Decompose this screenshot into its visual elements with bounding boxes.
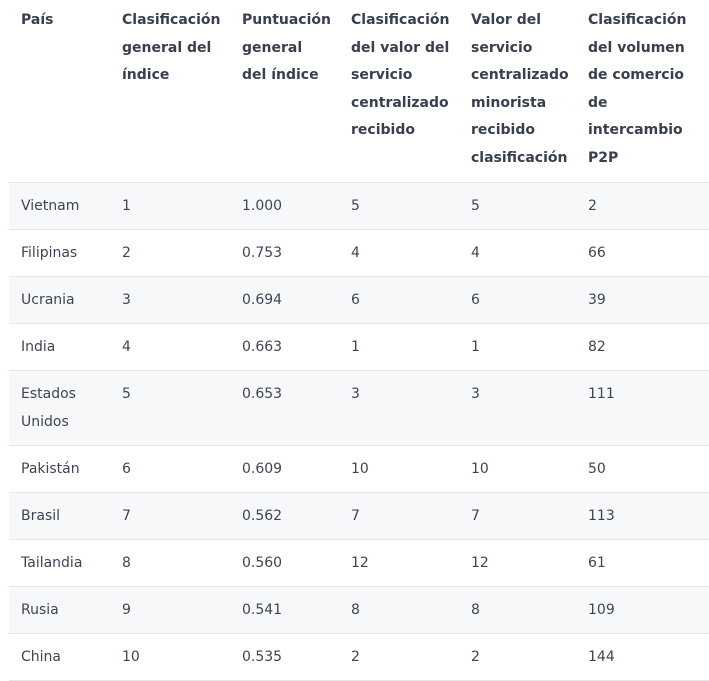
cell-country: Ucrania xyxy=(9,277,110,324)
cell-country: Estados Unidos xyxy=(9,371,110,446)
cell-p2p-volume-rank: 111 xyxy=(576,371,709,446)
table-row xyxy=(9,183,709,230)
table-row xyxy=(9,634,709,681)
cell-country: India xyxy=(9,324,110,371)
header-p2p-volume-rank: Clasificación del volumen de comercio de intercambio P2P xyxy=(588,12,687,166)
cell-country: China xyxy=(9,634,110,681)
cell-p2p-volume-rank: 39 xyxy=(576,277,709,324)
cell-overall-score: 0.535 xyxy=(230,634,339,681)
cell-overall-score: 0.663 xyxy=(230,324,339,371)
cell-overall-score: 1.000 xyxy=(230,183,339,230)
cell-overall-score: 0.609 xyxy=(230,446,339,493)
cell-centralized-value-rank: 4 xyxy=(339,230,459,277)
cell-retail-centralized-value-rank: 5 xyxy=(459,183,576,230)
cell-centralized-value-rank: 2 xyxy=(339,634,459,681)
table-row xyxy=(9,324,709,371)
cell-retail-centralized-value-rank: 7 xyxy=(459,493,576,540)
cell-overall-score: 0.562 xyxy=(230,493,339,540)
cell-country: Pakistán xyxy=(9,446,110,493)
cell-overall-score: 0.541 xyxy=(230,587,339,634)
cell-centralized-value-rank: 7 xyxy=(339,493,459,540)
cell-retail-centralized-value-rank: 4 xyxy=(459,230,576,277)
cell-country: Rusia xyxy=(9,587,110,634)
cell-overall-rank: 5 xyxy=(110,371,230,446)
table-row xyxy=(9,230,709,277)
cell-overall-rank: 8 xyxy=(110,540,230,587)
cell-retail-centralized-value-rank: 6 xyxy=(459,277,576,324)
cell-centralized-value-rank: 5 xyxy=(339,183,459,230)
cell-centralized-value-rank: 12 xyxy=(339,540,459,587)
cell-retail-centralized-value-rank: 2 xyxy=(459,634,576,681)
cell-p2p-volume-rank: 2 xyxy=(576,183,709,230)
cell-country: Vietnam xyxy=(9,183,110,230)
header-overall-score: Puntuación general del índice xyxy=(242,12,331,83)
table-row xyxy=(9,371,709,446)
cell-overall-score: 0.753 xyxy=(230,230,339,277)
cell-retail-centralized-value-rank: 1 xyxy=(459,324,576,371)
cell-retail-centralized-value-rank: 8 xyxy=(459,587,576,634)
cell-p2p-volume-rank: 50 xyxy=(576,446,709,493)
cell-overall-score: 0.653 xyxy=(230,371,339,446)
cell-country: Brasil xyxy=(9,493,110,540)
cell-overall-rank: 1 xyxy=(110,183,230,230)
header-retail-centralized-value-rank: Valor del servicio centralizado minorista recibido clasificación xyxy=(471,12,569,166)
cell-p2p-volume-rank: 144 xyxy=(576,634,709,681)
cell-p2p-volume-rank: 82 xyxy=(576,324,709,371)
cell-p2p-volume-rank: 61 xyxy=(576,540,709,587)
cell-overall-rank: 10 xyxy=(110,634,230,681)
table-row xyxy=(9,493,709,540)
cell-centralized-value-rank: 1 xyxy=(339,324,459,371)
cell-p2p-volume-rank: 113 xyxy=(576,493,709,540)
cell-overall-rank: 6 xyxy=(110,446,230,493)
header-row xyxy=(9,0,709,183)
cell-overall-rank: 2 xyxy=(110,230,230,277)
cell-country: Filipinas xyxy=(9,230,110,277)
table-row xyxy=(9,540,709,587)
cell-overall-score: 0.560 xyxy=(230,540,339,587)
header-centralized-value-rank: Clasificación del valor del servicio centralizado recibido xyxy=(351,12,450,138)
header-overall-rank: Clasificación general del índice xyxy=(122,12,221,83)
cell-p2p-volume-rank: 66 xyxy=(576,230,709,277)
cell-retail-centralized-value-rank: 10 xyxy=(459,446,576,493)
table-row xyxy=(9,277,709,324)
cell-overall-score: 0.694 xyxy=(230,277,339,324)
cell-overall-rank: 7 xyxy=(110,493,230,540)
table-row xyxy=(9,446,709,493)
table-viewport xyxy=(9,0,687,668)
header-country: País xyxy=(21,12,54,28)
cell-overall-rank: 4 xyxy=(110,324,230,371)
cell-centralized-value-rank: 10 xyxy=(339,446,459,493)
table-body xyxy=(9,183,709,681)
cell-retail-centralized-value-rank: 3 xyxy=(459,371,576,446)
cell-centralized-value-rank: 6 xyxy=(339,277,459,324)
cell-country: Tailandia xyxy=(9,540,110,587)
ranking-table xyxy=(9,0,709,681)
cell-overall-rank: 3 xyxy=(110,277,230,324)
table-row xyxy=(9,587,709,634)
table-header xyxy=(9,0,709,183)
cell-p2p-volume-rank: 109 xyxy=(576,587,709,634)
cell-overall-rank: 9 xyxy=(110,587,230,634)
cell-retail-centralized-value-rank: 12 xyxy=(459,540,576,587)
cell-centralized-value-rank: 3 xyxy=(339,371,459,446)
cell-centralized-value-rank: 8 xyxy=(339,587,459,634)
